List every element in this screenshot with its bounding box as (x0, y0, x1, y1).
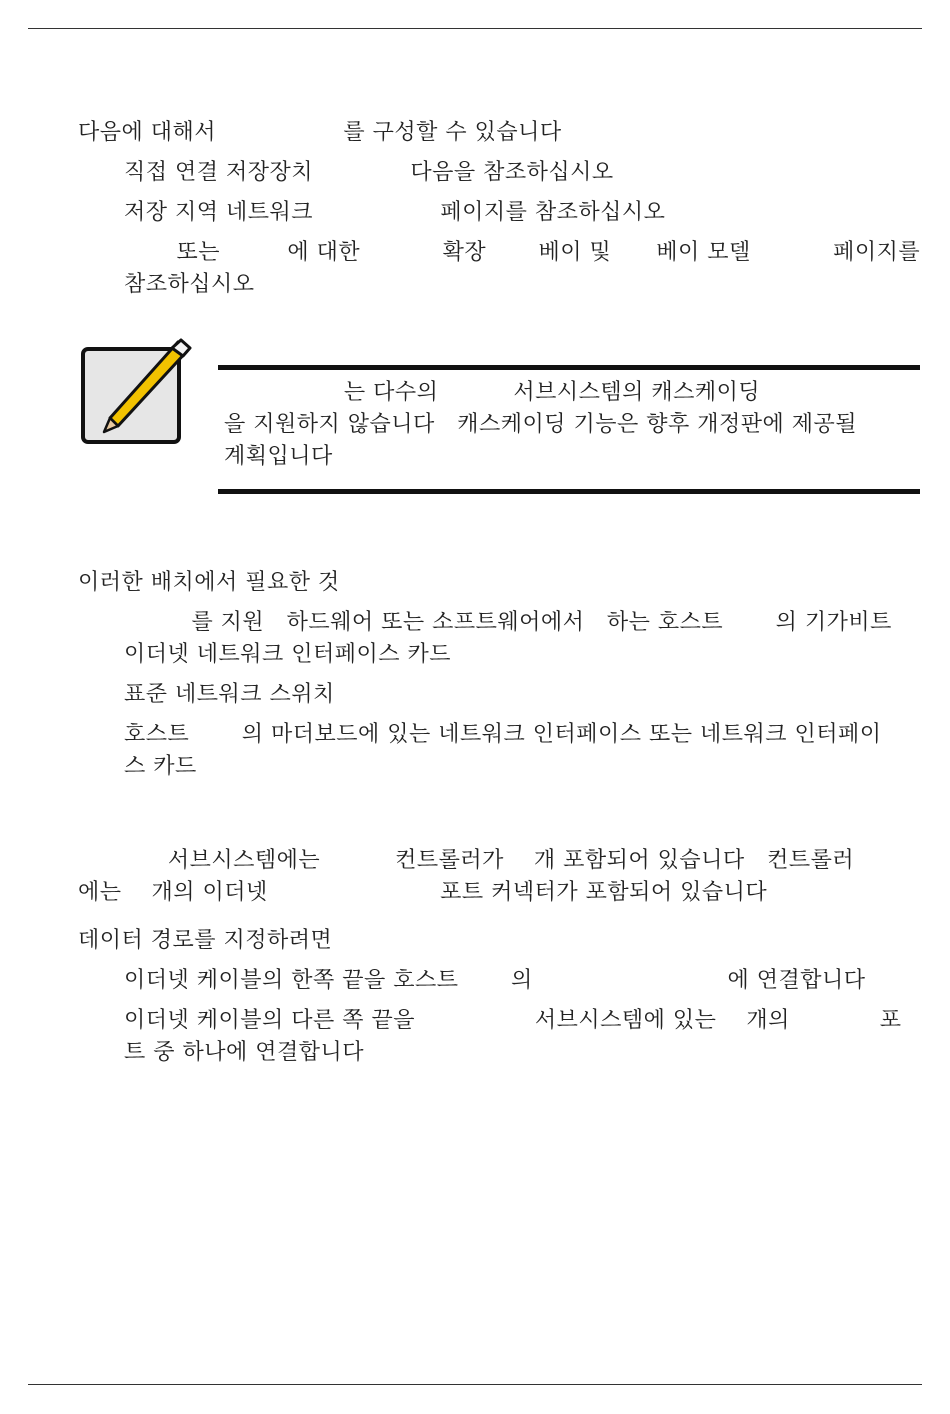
list-item-switch: 표준 네트워크 스위치 (124, 682, 335, 707)
list-item-host-nic: 호스트 의 마더보드에 있는 네트워크 인터페이스 또는 네트워크 인터페이 (124, 722, 882, 747)
requirements-lead: 이러한 배치에서 필요한 것 (78, 570, 340, 595)
list-item-host-nic-cont: 스 카드 (124, 754, 197, 779)
list-item-das: 직접 연결 저장장치 다음을 참조하십시오 (124, 160, 614, 185)
header-rule (28, 28, 922, 29)
list-item-cable-host: 이더넷 케이블의 한쪽 끝을 호스트 의 에 연결합니다 (124, 968, 866, 993)
pencil-note-icon (80, 336, 192, 448)
list-item-nic-cont: 이더넷 네트워크 인터페이스 카드 (124, 642, 452, 667)
list-item-cable-subsystem-cont: 트 중 하나에 연결합니다 (124, 1040, 365, 1065)
list-item-expansion-cont: 참조하십시오 (124, 272, 255, 297)
list-item-expansion: 또는 에 대한 확장 베이 및 베이 모델 페이지를 (124, 240, 921, 265)
note-line-3: 계획입니다 (224, 444, 333, 469)
list-item-cable-subsystem: 이더넷 케이블의 다른 쪽 끝을 서브시스템에 있는 개의 포 (124, 1008, 902, 1033)
paths-para-line-1: 서브시스템에는 컨트롤러가 개 포함되어 있습니다 컨트롤러 (78, 848, 855, 873)
paths-para-line-2: 에는 개의 이더넷 포트 커넥터가 포함되어 있습니다 (78, 880, 768, 905)
footer-rule (28, 1384, 922, 1385)
intro-lead: 다음에 대해서 를 구성할 수 있습니다 (78, 120, 562, 145)
paths-lead: 데이터 경로를 지정하려면 (78, 928, 333, 953)
list-item-nic: 를 지원 하드웨어 또는 소프트웨어에서 하는 호스트 의 기가비트 (124, 610, 892, 635)
note-line-1: 는 다수의 서브시스템의 캐스케이딩 (224, 380, 761, 405)
note-line-2: 을 지원하지 않습니다 캐스케이딩 기능은 향후 개정판에 제공될 (224, 412, 857, 437)
list-item-san: 저장 지역 네트워크 페이지를 참조하십시오 (124, 200, 666, 225)
